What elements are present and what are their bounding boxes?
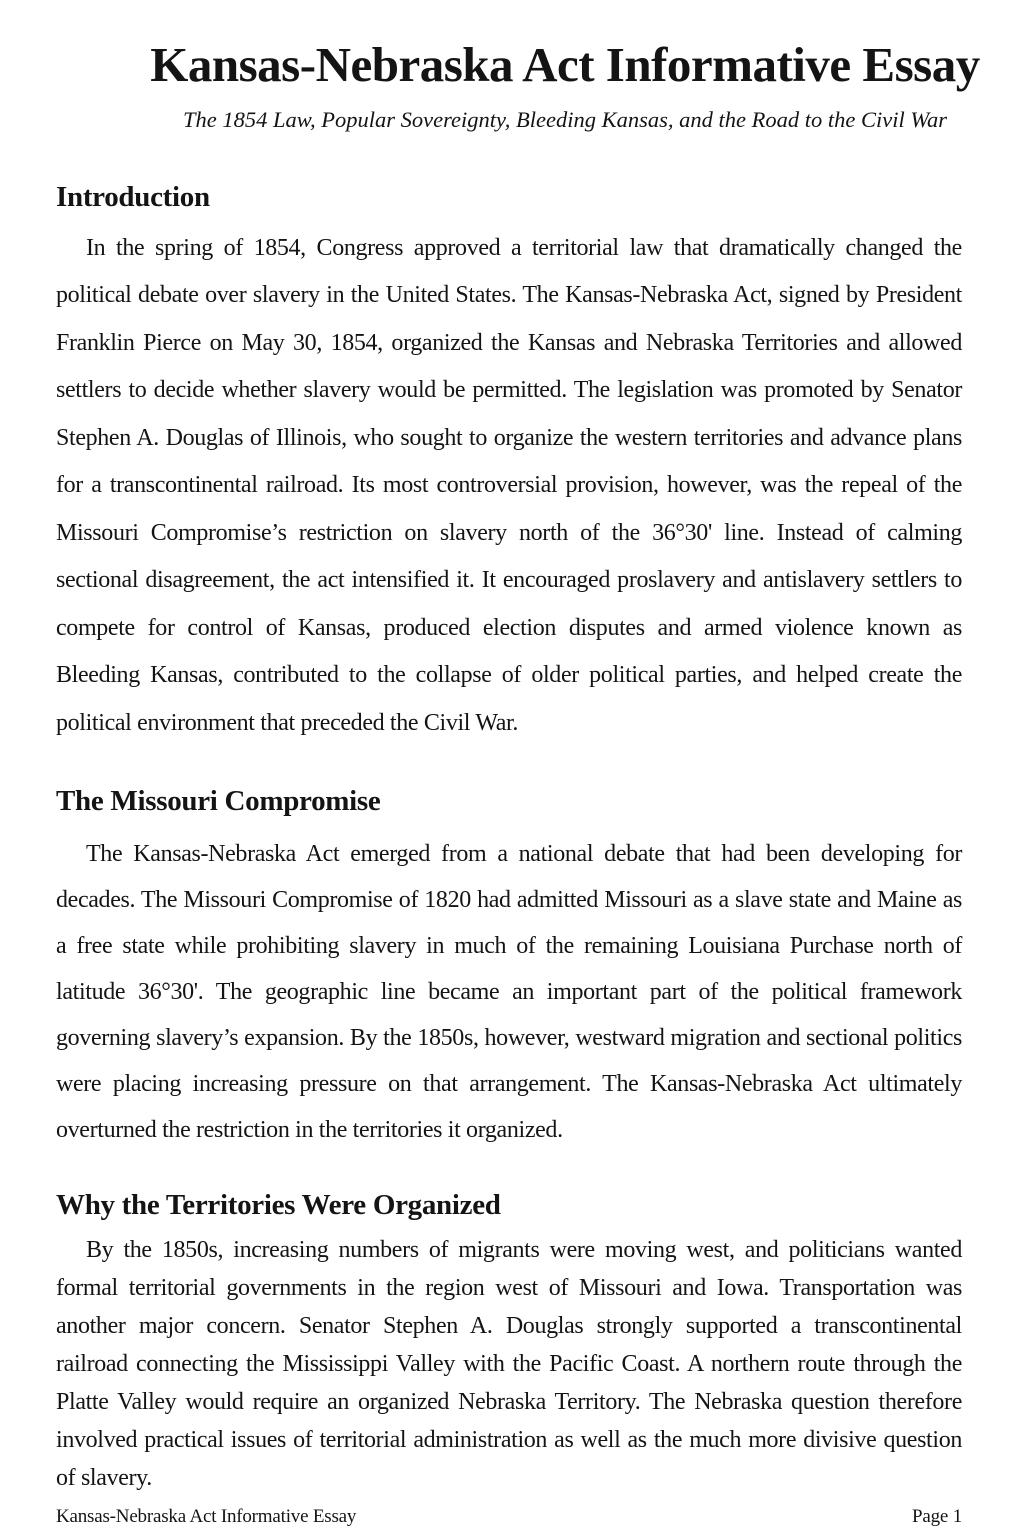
document-subtitle: The 1854 Law, Popular Sovereignty, Bleeding Kansas, and the Road to the Civil War — [182, 107, 948, 132]
document-title: Kansas-Nebraska Act Informative Essay — [150, 37, 980, 92]
section-paragraph: By the 1850s, increasing numbers of migrants were moving west, and politicians wanted formal territorial governments in the region west of Missouri and Iowa. Transportation was another major concern. Senator Stephen A. Douglas strongly supported a transcontinental railroad connecting the Mississippi Valley with the Pacific Coast. A northern route through the Platte Valley would require an organized Nebraska Territory. The Nebraska question therefore involved practical issues of territorial administration as well as the much more divisive question of slavery. — [56, 1236, 962, 1491]
section-heading: Introduction — [56, 181, 210, 213]
section-heading: Why the Territories Were Organized — [56, 1189, 501, 1221]
section-missouri-compromise — [56, 784, 962, 1153]
page-number: Page 1 — [912, 1506, 962, 1527]
footer-document-title: Kansas-Nebraska Act Informative Essay — [56, 1506, 357, 1527]
section-paragraph: In the spring of 1854, Congress approved a territorial law that dramatically changed the political debate over slavery in the United States. The Kansas-Nebraska Act, signed by President Franklin Pierce on May 30, 1854, organized the Kansas and Nebraska Territories and allowed settlers to decide whether slavery would be permitted. The legislation was promoted by Senator Stephen A. Douglas of Illinois, who sought to organize the western territories and advance plans for a transcontinental railroad. Its most controversial provision, however, was the repeal of the Missouri Compromise’s restriction on slavery north of the 36°30' line. Instead of calming sectional disagreement, the act intensified it. It encouraged proslavery and antislavery settlers to compete for control of Kansas, produced election disputes and armed violence known as Bleeding Kansas, contributed to the collapse of older political parties, and helped create the political environment that preceded the Civil War. — [56, 234, 962, 736]
section-territories-organized — [56, 1188, 962, 1497]
section-paragraph: The Kansas-Nebraska Act emerged from a national debate that had been developing for decades. The Missouri Compromise of 1820 had admitted Missouri as a slave state and Maine as a free state while prohibiting slavery in much of the remaining Louisiana Purchase north of latitude 36°30'. The geographic line became an important part of the political framework governing slavery’s expansion. By the 1850s, however, westward migration and sectional politics were placing increasing pressure on that arrangement. The Kansas-Nebraska Act ultimately overturned the restriction in the territories it organized. — [56, 840, 962, 1143]
section-introduction — [56, 180, 962, 747]
section-heading: The Missouri Compromise — [56, 785, 381, 817]
page-footer — [56, 1506, 962, 1529]
